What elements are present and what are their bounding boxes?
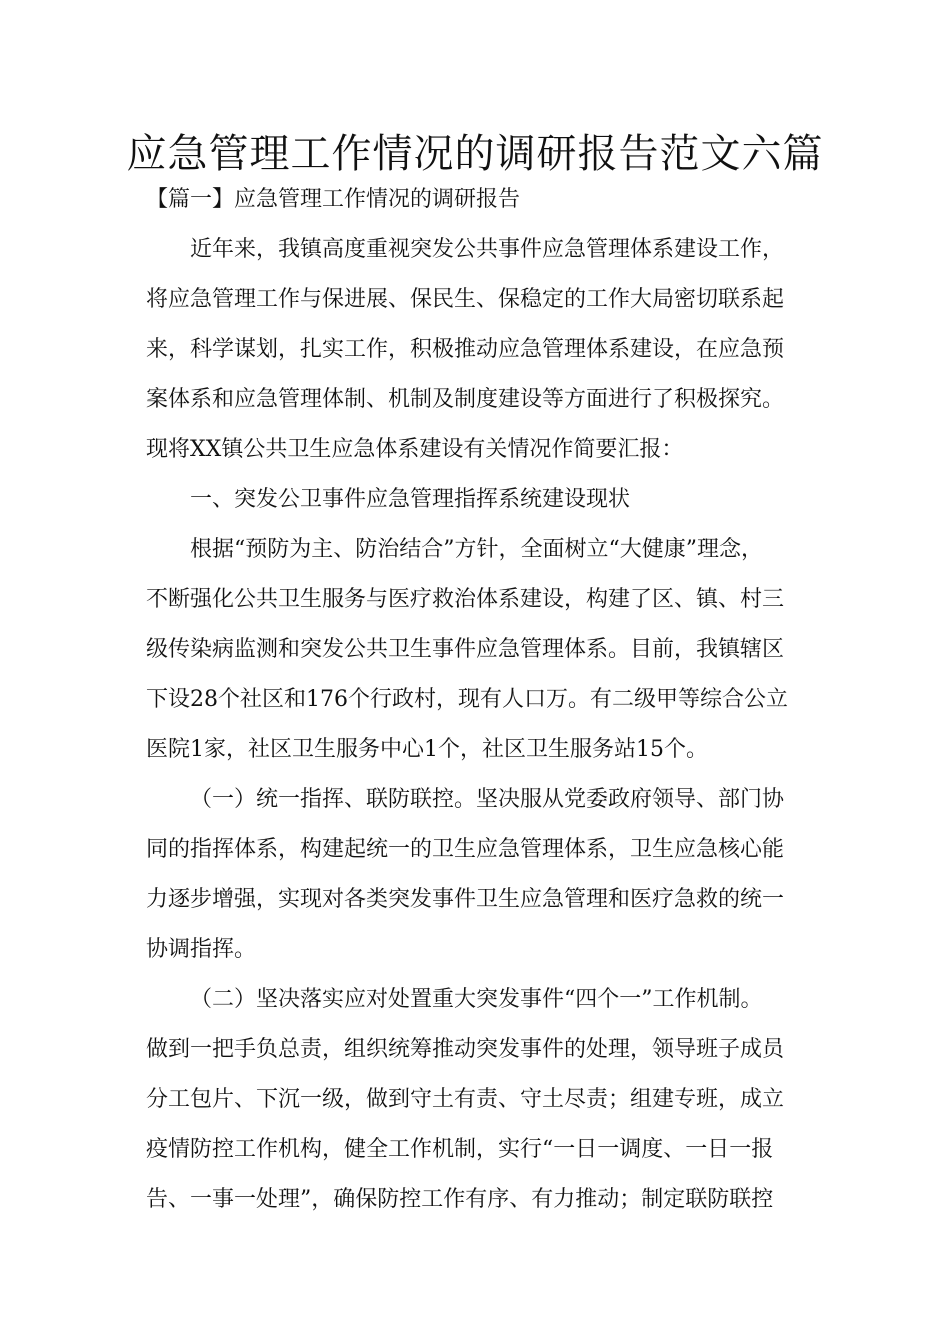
body-line: 将应急管理工作与保进展、保民生、保稳定的工作大局密切联系起 xyxy=(146,287,785,312)
body-line: 同的指挥体系，构建起统一的卫生应急管理体系，卫生应急核心能 xyxy=(146,837,785,862)
body-line: 医院1家，社区卫生服务中心1个，社区卫生服务站15个。 xyxy=(146,737,708,762)
body-line: 力逐步增强，实现对各类突发事件卫生应急管理和医疗急救的统一 xyxy=(146,887,785,912)
body-line: 分工包片、下沉一级，做到守土有责、守土尽责；组建专班，成立 xyxy=(146,1087,785,1112)
body-line: 告、一事一处理”，确保防控工作有序、有力推动；制定联防联控 xyxy=(146,1187,774,1212)
body-line: 案体系和应急管理体制、机制及制度建设等方面进行了积极探究。 xyxy=(146,387,785,412)
body-line: 近年来，我镇高度重视突发公共事件应急管理体系建设工作， xyxy=(190,237,785,262)
body-line: 不断强化公共卫生服务与医疗救治体系建设，构建了区、镇、村三 xyxy=(146,587,785,612)
body-line: 级传染病监测和突发公共卫生事件应急管理体系。目前，我镇辖区 xyxy=(146,637,785,662)
body-line: （一）统一指挥、联防联控。坚决服从党委政府领导、部门协 xyxy=(190,787,785,812)
body-line: 下设28个社区和176个行政村，现有人口万。有二级甲等综合公立 xyxy=(146,687,788,712)
body-line: 来，科学谋划，扎实工作，积极推动应急管理体系建设，在应急预 xyxy=(146,337,785,362)
body-line: 疫情防控工作机构，健全工作机制，实行“一日一调度、一日一报 xyxy=(146,1137,774,1162)
body-line: （二）坚决落实应对处置重大突发事件“四个一”工作机制。 xyxy=(190,987,763,1012)
body-line: 现将XX镇公共卫生应急体系建设有关情况作简要汇报： xyxy=(146,437,684,462)
section-heading: 【篇一】应急管理工作情况的调研报告 xyxy=(146,187,521,212)
body-line: 做到一把手负总责，组织统筹推动突发事件的处理，领导班子成员 xyxy=(146,1037,785,1062)
subheading-line: 一、突发公卫事件应急管理指挥系统建设现状 xyxy=(190,487,631,512)
document-title: 应急管理工作情况的调研报告范文六篇 xyxy=(126,131,824,177)
body-line: 协调指挥。 xyxy=(146,937,257,962)
body-line: 根据“预防为主、防治结合”方针，全面树立“大健康”理念， xyxy=(190,537,763,562)
